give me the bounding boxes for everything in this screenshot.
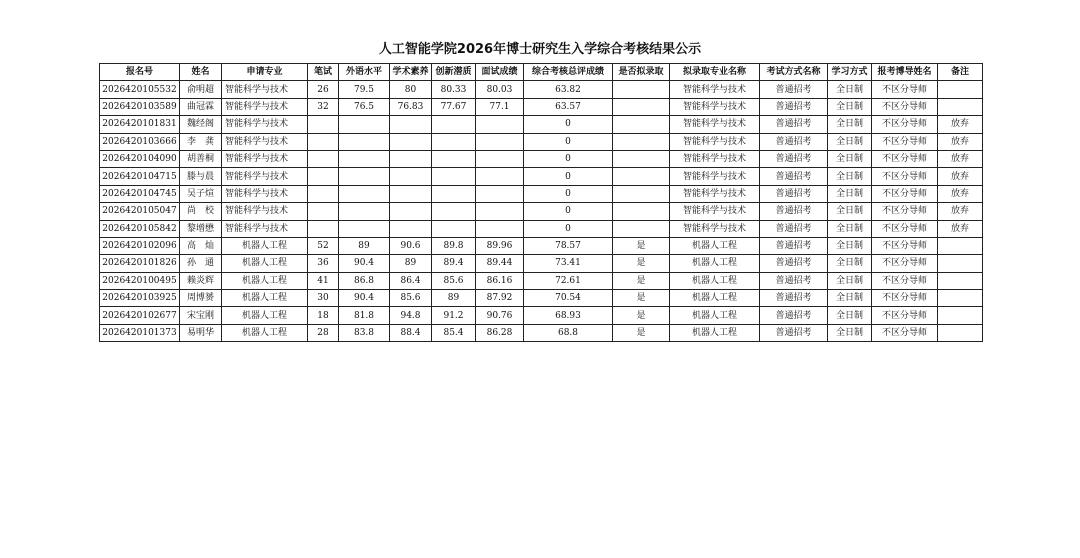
cell-foreign (339, 220, 390, 237)
cell-interview (476, 203, 524, 220)
cell-total: 73.41 (524, 255, 613, 272)
col-header-major: 申请专业 (222, 64, 308, 81)
cell-note (938, 237, 983, 254)
cell-written: 18 (308, 307, 339, 324)
cell-advisor: 不区分导师 (872, 220, 938, 237)
cell-study-mode: 全日制 (828, 185, 872, 202)
cell-name: 孙 通 (180, 255, 222, 272)
col-header-academic: 学术素养 (390, 64, 432, 81)
cell-advisor: 不区分导师 (872, 133, 938, 150)
cell-interview (476, 168, 524, 185)
cell-major: 智能科学与技术 (222, 185, 308, 202)
cell-id: 2026420103589 (100, 98, 180, 115)
cell-id: 2026420101373 (100, 324, 180, 341)
cell-exam-mode: 普通招考 (760, 150, 828, 167)
cell-advisor: 不区分导师 (872, 324, 938, 341)
cell-admit-major: 智能科学与技术 (670, 133, 760, 150)
cell-exam-mode: 普通招考 (760, 185, 828, 202)
col-header-name: 姓名 (180, 64, 222, 81)
cell-study-mode: 全日制 (828, 220, 872, 237)
cell-foreign (339, 185, 390, 202)
cell-id: 2026420103925 (100, 290, 180, 307)
cell-innovation: 80.33 (432, 81, 476, 98)
cell-written: 41 (308, 272, 339, 289)
cell-study-mode: 全日制 (828, 133, 872, 150)
cell-academic (390, 185, 432, 202)
cell-academic (390, 203, 432, 220)
cell-note: 放弃 (938, 150, 983, 167)
cell-name: 李 龚 (180, 133, 222, 150)
cell-exam-mode: 普通招考 (760, 168, 828, 185)
cell-id: 2026420102677 (100, 307, 180, 324)
table-row (100, 81, 983, 98)
cell-interview: 86.16 (476, 272, 524, 289)
cell-name: 宋宝刚 (180, 307, 222, 324)
cell-id: 2026420104745 (100, 185, 180, 202)
cell-name: 尚 校 (180, 203, 222, 220)
cell-major: 机器人工程 (222, 255, 308, 272)
cell-admit (613, 220, 670, 237)
cell-note (938, 272, 983, 289)
cell-written: 28 (308, 324, 339, 341)
col-header-innovation: 创新潜质 (432, 64, 476, 81)
cell-exam-mode: 普通招考 (760, 237, 828, 254)
cell-admit-major: 智能科学与技术 (670, 185, 760, 202)
cell-advisor: 不区分导师 (872, 272, 938, 289)
table-row (100, 185, 983, 202)
page-title: 人工智能学院2026年博士研究生入学综合考核结果公示 (378, 42, 702, 57)
cell-written: 32 (308, 98, 339, 115)
table-row (100, 307, 983, 324)
cell-foreign: 90.4 (339, 255, 390, 272)
cell-note: 放弃 (938, 116, 983, 133)
cell-admit (613, 98, 670, 115)
cell-major: 机器人工程 (222, 272, 308, 289)
col-header-foreign: 外语水平 (339, 64, 390, 81)
cell-note (938, 255, 983, 272)
cell-written: 52 (308, 237, 339, 254)
cell-exam-mode: 普通招考 (760, 290, 828, 307)
table-row (100, 168, 983, 185)
table-row (100, 272, 983, 289)
cell-innovation: 91.2 (432, 307, 476, 324)
cell-admit (613, 81, 670, 98)
cell-admit: 是 (613, 307, 670, 324)
cell-name: 易明华 (180, 324, 222, 341)
cell-academic (390, 133, 432, 150)
cell-total: 68.8 (524, 324, 613, 341)
results-table (99, 63, 983, 342)
cell-note (938, 324, 983, 341)
cell-foreign: 81.8 (339, 307, 390, 324)
col-header-admit-major: 拟录取专业名称 (670, 64, 760, 81)
cell-admit (613, 116, 670, 133)
cell-name: 高 灿 (180, 237, 222, 254)
cell-foreign: 90.4 (339, 290, 390, 307)
cell-foreign: 86.8 (339, 272, 390, 289)
cell-study-mode: 全日制 (828, 324, 872, 341)
cell-written: 36 (308, 255, 339, 272)
cell-major: 智能科学与技术 (222, 116, 308, 133)
cell-admit-major: 智能科学与技术 (670, 220, 760, 237)
cell-exam-mode: 普通招考 (760, 98, 828, 115)
cell-admit: 是 (613, 237, 670, 254)
cell-name: 周博赟 (180, 290, 222, 307)
cell-academic: 86.4 (390, 272, 432, 289)
cell-innovation (432, 203, 476, 220)
cell-note: 放弃 (938, 168, 983, 185)
cell-id: 2026420102096 (100, 237, 180, 254)
cell-id: 2026420104090 (100, 150, 180, 167)
col-header-admit: 是否拟录取 (613, 64, 670, 81)
cell-admit (613, 150, 670, 167)
cell-note (938, 290, 983, 307)
cell-total: 72.61 (524, 272, 613, 289)
table-row (100, 133, 983, 150)
col-header-note: 备注 (938, 64, 983, 81)
cell-interview (476, 220, 524, 237)
cell-academic: 89 (390, 255, 432, 272)
col-header-id: 报名号 (100, 64, 180, 81)
cell-academic (390, 168, 432, 185)
cell-foreign: 89 (339, 237, 390, 254)
cell-advisor: 不区分导师 (872, 255, 938, 272)
cell-major: 智能科学与技术 (222, 98, 308, 115)
cell-total: 0 (524, 116, 613, 133)
cell-total: 0 (524, 185, 613, 202)
cell-interview: 87.92 (476, 290, 524, 307)
cell-admit (613, 203, 670, 220)
cell-admit-major: 机器人工程 (670, 324, 760, 341)
col-header-total: 综合考核总评成绩 (524, 64, 613, 81)
cell-id: 2026420105842 (100, 220, 180, 237)
table-header-row (100, 64, 983, 81)
cell-interview (476, 133, 524, 150)
cell-advisor: 不区分导师 (872, 150, 938, 167)
cell-innovation: 89 (432, 290, 476, 307)
cell-exam-mode: 普通招考 (760, 220, 828, 237)
cell-interview (476, 116, 524, 133)
cell-innovation (432, 168, 476, 185)
cell-foreign: 79.5 (339, 81, 390, 98)
cell-admit: 是 (613, 290, 670, 307)
cell-major: 智能科学与技术 (222, 150, 308, 167)
cell-innovation: 89.8 (432, 237, 476, 254)
cell-admit: 是 (613, 255, 670, 272)
cell-foreign: 83.8 (339, 324, 390, 341)
cell-written: 26 (308, 81, 339, 98)
cell-study-mode: 全日制 (828, 168, 872, 185)
cell-total: 78.57 (524, 237, 613, 254)
cell-major: 机器人工程 (222, 307, 308, 324)
cell-id: 2026420101826 (100, 255, 180, 272)
cell-study-mode: 全日制 (828, 81, 872, 98)
cell-name: 曲冠霖 (180, 98, 222, 115)
cell-foreign (339, 203, 390, 220)
cell-name: 吴子煊 (180, 185, 222, 202)
cell-exam-mode: 普通招考 (760, 307, 828, 324)
cell-academic (390, 150, 432, 167)
cell-name: 胡善桐 (180, 150, 222, 167)
cell-name: 黎增懋 (180, 220, 222, 237)
cell-academic: 85.6 (390, 290, 432, 307)
cell-written (308, 185, 339, 202)
cell-interview: 77.1 (476, 98, 524, 115)
cell-advisor: 不区分导师 (872, 237, 938, 254)
cell-written (308, 133, 339, 150)
cell-note (938, 81, 983, 98)
cell-total: 63.57 (524, 98, 613, 115)
cell-exam-mode: 普通招考 (760, 272, 828, 289)
cell-academic: 80 (390, 81, 432, 98)
cell-study-mode: 全日制 (828, 272, 872, 289)
cell-id: 2026420100495 (100, 272, 180, 289)
cell-advisor: 不区分导师 (872, 168, 938, 185)
cell-note: 放弃 (938, 185, 983, 202)
cell-foreign (339, 168, 390, 185)
cell-interview (476, 185, 524, 202)
cell-total: 0 (524, 133, 613, 150)
cell-admit-major: 智能科学与技术 (670, 168, 760, 185)
cell-academic: 94.8 (390, 307, 432, 324)
cell-written (308, 203, 339, 220)
table-row (100, 150, 983, 167)
cell-name: 魏经阁 (180, 116, 222, 133)
cell-study-mode: 全日制 (828, 307, 872, 324)
cell-innovation: 85.4 (432, 324, 476, 341)
col-header-interview: 面试成绩 (476, 64, 524, 81)
cell-admit (613, 185, 670, 202)
cell-exam-mode: 普通招考 (760, 203, 828, 220)
cell-innovation (432, 133, 476, 150)
col-header-written: 笔试 (308, 64, 339, 81)
cell-academic: 76.83 (390, 98, 432, 115)
table-row (100, 116, 983, 133)
cell-written (308, 116, 339, 133)
cell-major: 机器人工程 (222, 324, 308, 341)
cell-study-mode: 全日制 (828, 237, 872, 254)
table-body (100, 81, 983, 342)
cell-admit: 是 (613, 324, 670, 341)
cell-id: 2026420105532 (100, 81, 180, 98)
cell-admit-major: 智能科学与技术 (670, 98, 760, 115)
table-row (100, 290, 983, 307)
cell-exam-mode: 普通招考 (760, 116, 828, 133)
cell-written (308, 150, 339, 167)
cell-total: 0 (524, 150, 613, 167)
cell-id: 2026420101831 (100, 116, 180, 133)
cell-major: 智能科学与技术 (222, 220, 308, 237)
cell-foreign: 76.5 (339, 98, 390, 115)
cell-note: 放弃 (938, 133, 983, 150)
cell-academic (390, 220, 432, 237)
cell-name: 俞明超 (180, 81, 222, 98)
cell-study-mode: 全日制 (828, 290, 872, 307)
cell-advisor: 不区分导师 (872, 81, 938, 98)
cell-exam-mode: 普通招考 (760, 133, 828, 150)
cell-innovation (432, 220, 476, 237)
cell-total: 0 (524, 203, 613, 220)
cell-interview: 89.96 (476, 237, 524, 254)
cell-advisor: 不区分导师 (872, 185, 938, 202)
cell-foreign (339, 116, 390, 133)
cell-exam-mode: 普通招考 (760, 324, 828, 341)
cell-innovation (432, 185, 476, 202)
table-row (100, 98, 983, 115)
cell-note: 放弃 (938, 220, 983, 237)
cell-advisor: 不区分导师 (872, 290, 938, 307)
cell-exam-mode: 普通招考 (760, 255, 828, 272)
cell-name: 滕与晨 (180, 168, 222, 185)
table-row (100, 203, 983, 220)
cell-total: 68.93 (524, 307, 613, 324)
cell-academic: 88.4 (390, 324, 432, 341)
cell-admit-major: 智能科学与技术 (670, 81, 760, 98)
cell-advisor: 不区分导师 (872, 98, 938, 115)
cell-innovation: 89.4 (432, 255, 476, 272)
table-row (100, 324, 983, 341)
col-header-advisor: 报考博导姓名 (872, 64, 938, 81)
cell-major: 机器人工程 (222, 237, 308, 254)
cell-major: 智能科学与技术 (222, 133, 308, 150)
cell-innovation: 85.6 (432, 272, 476, 289)
cell-innovation (432, 116, 476, 133)
cell-admit (613, 133, 670, 150)
table-row (100, 220, 983, 237)
cell-study-mode: 全日制 (828, 150, 872, 167)
cell-name: 赖炎辉 (180, 272, 222, 289)
cell-admit (613, 168, 670, 185)
cell-admit-major: 机器人工程 (670, 307, 760, 324)
cell-admit-major: 智能科学与技术 (670, 150, 760, 167)
cell-admit: 是 (613, 272, 670, 289)
cell-note: 放弃 (938, 203, 983, 220)
col-header-study-mode: 学习方式 (828, 64, 872, 81)
cell-innovation (432, 150, 476, 167)
cell-admit-major: 智能科学与技术 (670, 116, 760, 133)
cell-interview: 80.03 (476, 81, 524, 98)
cell-interview (476, 150, 524, 167)
table-row (100, 237, 983, 254)
cell-total: 0 (524, 168, 613, 185)
cell-admit-major: 机器人工程 (670, 272, 760, 289)
cell-admit-major: 机器人工程 (670, 237, 760, 254)
cell-exam-mode: 普通招考 (760, 81, 828, 98)
cell-academic: 90.6 (390, 237, 432, 254)
cell-academic (390, 116, 432, 133)
cell-note (938, 98, 983, 115)
cell-study-mode: 全日制 (828, 255, 872, 272)
cell-total: 0 (524, 220, 613, 237)
cell-innovation: 77.67 (432, 98, 476, 115)
cell-major: 机器人工程 (222, 290, 308, 307)
cell-advisor: 不区分导师 (872, 116, 938, 133)
cell-interview: 90.76 (476, 307, 524, 324)
cell-admit-major: 机器人工程 (670, 255, 760, 272)
cell-interview: 89.44 (476, 255, 524, 272)
cell-total: 70.54 (524, 290, 613, 307)
cell-major: 智能科学与技术 (222, 168, 308, 185)
cell-advisor: 不区分导师 (872, 307, 938, 324)
cell-admit-major: 机器人工程 (670, 290, 760, 307)
cell-foreign (339, 150, 390, 167)
cell-interview: 86.28 (476, 324, 524, 341)
cell-major: 智能科学与技术 (222, 81, 308, 98)
cell-advisor: 不区分导师 (872, 203, 938, 220)
cell-id: 2026420103666 (100, 133, 180, 150)
cell-written: 30 (308, 290, 339, 307)
cell-written (308, 168, 339, 185)
cell-admit-major: 智能科学与技术 (670, 203, 760, 220)
cell-total: 63.82 (524, 81, 613, 98)
cell-study-mode: 全日制 (828, 203, 872, 220)
cell-foreign (339, 133, 390, 150)
cell-major: 智能科学与技术 (222, 203, 308, 220)
cell-id: 2026420105047 (100, 203, 180, 220)
cell-id: 2026420104715 (100, 168, 180, 185)
cell-study-mode: 全日制 (828, 98, 872, 115)
cell-note (938, 307, 983, 324)
cell-study-mode: 全日制 (828, 116, 872, 133)
table-row (100, 255, 983, 272)
cell-written (308, 220, 339, 237)
col-header-exam-mode: 考试方式名称 (760, 64, 828, 81)
